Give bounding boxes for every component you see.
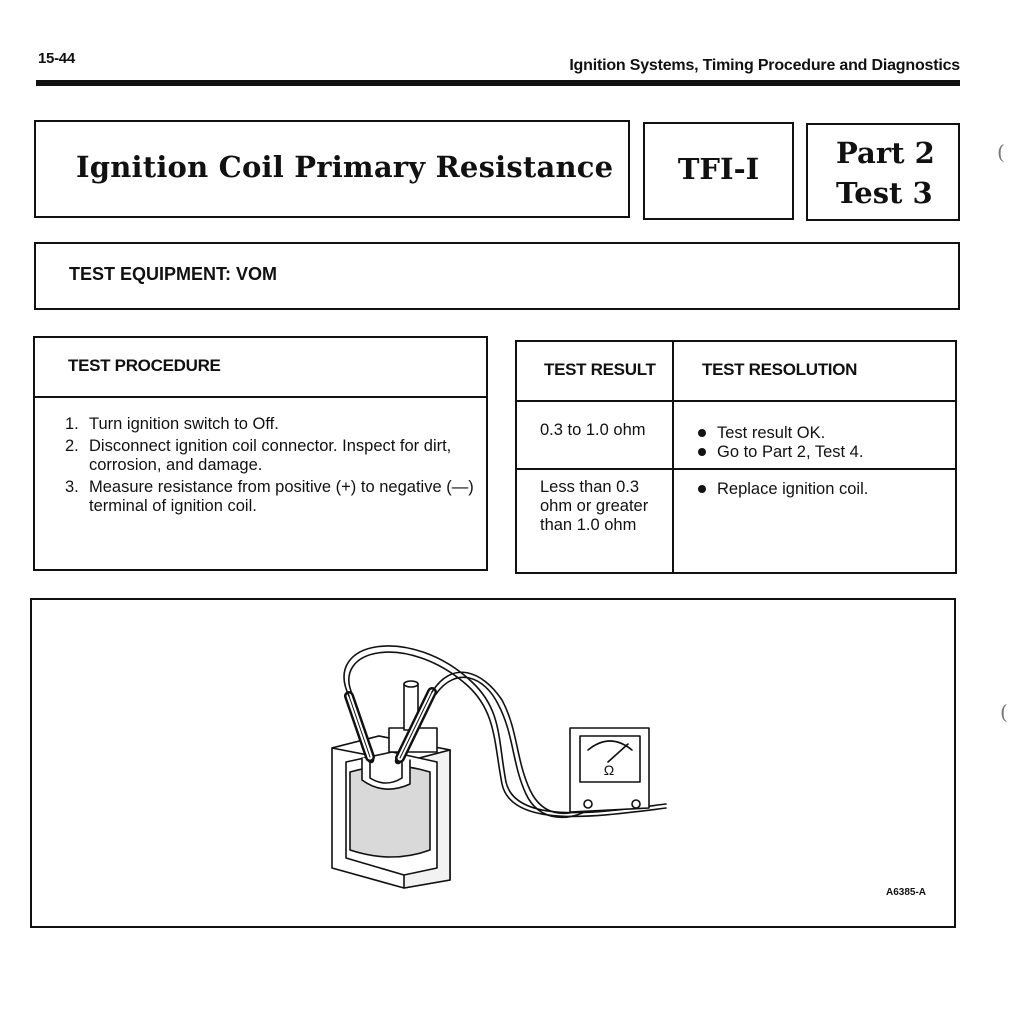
row-divider — [517, 468, 955, 470]
part-label: Part 2 — [836, 136, 935, 170]
margin-mark: ( — [1000, 700, 1008, 724]
procedure-heading: TEST PROCEDURE — [68, 356, 221, 375]
col-header-resolution: TEST RESOLUTION — [702, 360, 858, 379]
results-table — [515, 340, 957, 574]
procedure-header — [35, 338, 486, 398]
figure-code: A6385-A — [886, 887, 927, 898]
equipment-box — [34, 242, 960, 310]
running-title: Ignition Systems, Timing Procedure and Diagnostics — [569, 57, 960, 74]
procedure-step: 2. Disconnect ignition coil connector. Inspect for dirt, corrosion, and damage. — [65, 437, 452, 474]
row-divider — [517, 400, 955, 402]
part-test-box — [806, 123, 960, 221]
procedure-step: 3. Measure resistance from positive (+) to negative (—) terminal of ignition coil. — [65, 478, 474, 515]
equipment-label: TEST EQUIPMENT: VOM — [69, 264, 278, 284]
procedure-step: 1. Turn ignition switch to Off. — [65, 415, 279, 433]
procedure-box — [33, 336, 488, 571]
resolution-cell — [697, 424, 947, 462]
test-label: Test 3 — [836, 176, 933, 210]
result-cell: 0.3 to 1.0 ohm — [540, 421, 646, 439]
test-illustration — [32, 600, 954, 926]
figure-box — [30, 598, 956, 928]
ohm-symbol: Ω — [603, 762, 615, 778]
header-rule — [36, 80, 960, 86]
procedure-steps — [65, 415, 475, 519]
title-box — [34, 120, 630, 218]
column-divider — [672, 342, 674, 572]
col-header-result: TEST RESULT — [544, 360, 656, 379]
result-cell: Less than 0.3 ohm or greater than 1.0 ohm — [540, 478, 649, 534]
page-number: 15-44 — [38, 50, 75, 67]
margin-mark: ( — [997, 140, 1005, 164]
system-box — [643, 122, 794, 220]
system-label: TFI-I — [677, 152, 760, 186]
resolution-item: Test result OK. — [697, 424, 947, 443]
page-title: Ignition Coil Primary Resistance — [76, 150, 614, 184]
resolution-item: Replace ignition coil. — [697, 480, 947, 499]
resolution-cell — [697, 480, 947, 499]
resolution-item: Go to Part 2, Test 4. — [697, 443, 947, 462]
